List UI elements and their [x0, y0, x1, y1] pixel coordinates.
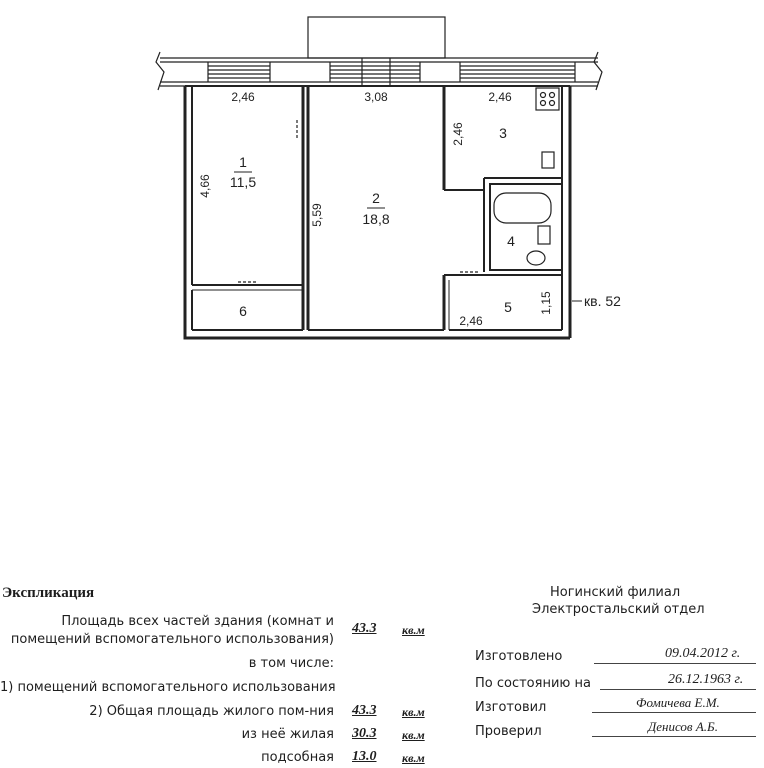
window	[208, 62, 270, 82]
apartment-label: кв. 52	[584, 293, 621, 309]
dim-room5-width: 2,46	[459, 314, 483, 328]
sink-icon	[538, 226, 550, 244]
made-label: Изготовлено	[475, 649, 563, 664]
utility-value: 13.0	[352, 749, 377, 764]
total-unit: кв.м	[402, 623, 425, 637]
residential-label: из неё жилая	[241, 727, 334, 742]
dim-room3-length: 2,46	[451, 122, 465, 146]
room-6-number: 6	[239, 303, 247, 319]
balcony	[308, 17, 445, 58]
maker-label: Изготовил	[475, 700, 547, 715]
checker-value: Денисов А.Б.	[648, 719, 718, 734]
living-total-label: 2) Общая площадь жилого пом-ния	[89, 704, 334, 719]
kitchen-sink-icon	[542, 152, 554, 168]
state-label: По состоянию на	[475, 676, 591, 691]
living-total-value: 43.3	[352, 703, 377, 718]
state-value: 26.12.1963 г.	[668, 672, 744, 687]
window	[460, 62, 575, 82]
total-label-line2: помещений вспомогательного использования)	[10, 632, 334, 647]
room-2-number: 2	[372, 190, 380, 206]
department-name: Электростальский отдел	[532, 602, 705, 617]
total-value: 43.3	[352, 621, 377, 636]
floor-plan	[0, 0, 764, 360]
residential-value: 30.3	[352, 726, 377, 741]
room-1-area: 11,5	[229, 174, 257, 190]
dim-room3-width: 2,46	[488, 90, 512, 104]
utility-label: подсобная	[261, 750, 334, 765]
dim-room1-length: 4,66	[198, 174, 212, 198]
branch-name: Ногинский филиал	[550, 585, 681, 600]
dim-room1-width: 2,46	[231, 90, 255, 104]
toilet-icon	[527, 251, 545, 265]
dim-room2-length: 5,59	[310, 203, 324, 227]
residential-unit: кв.м	[402, 728, 425, 742]
including-label: в том числе:	[248, 656, 334, 671]
stove-icon	[536, 88, 559, 110]
explication-title: Экспликация	[2, 585, 95, 601]
room-5-number: 5	[504, 299, 512, 315]
room-1-number: 1	[239, 154, 247, 170]
room-4-number: 4	[507, 233, 515, 249]
room-2-area: 18,8	[362, 211, 390, 227]
utility-unit: кв.м	[402, 751, 425, 765]
dim-room5-length: 1,15	[539, 291, 553, 315]
made-value: 09.04.2012 г.	[665, 646, 741, 661]
room-3-number: 3	[499, 125, 507, 141]
maker-value: Фомичева Е.М.	[636, 695, 720, 710]
bathtub-icon	[494, 193, 551, 223]
checker-label: Проверил	[475, 724, 542, 739]
living-total-unit: кв.м	[402, 705, 425, 719]
dim-room2-width: 3,08	[364, 90, 388, 104]
total-label-line1: Площадь всех частей здания (комнат и	[61, 614, 334, 629]
aux-label: 1) помещений вспомогательного использования	[0, 680, 336, 695]
